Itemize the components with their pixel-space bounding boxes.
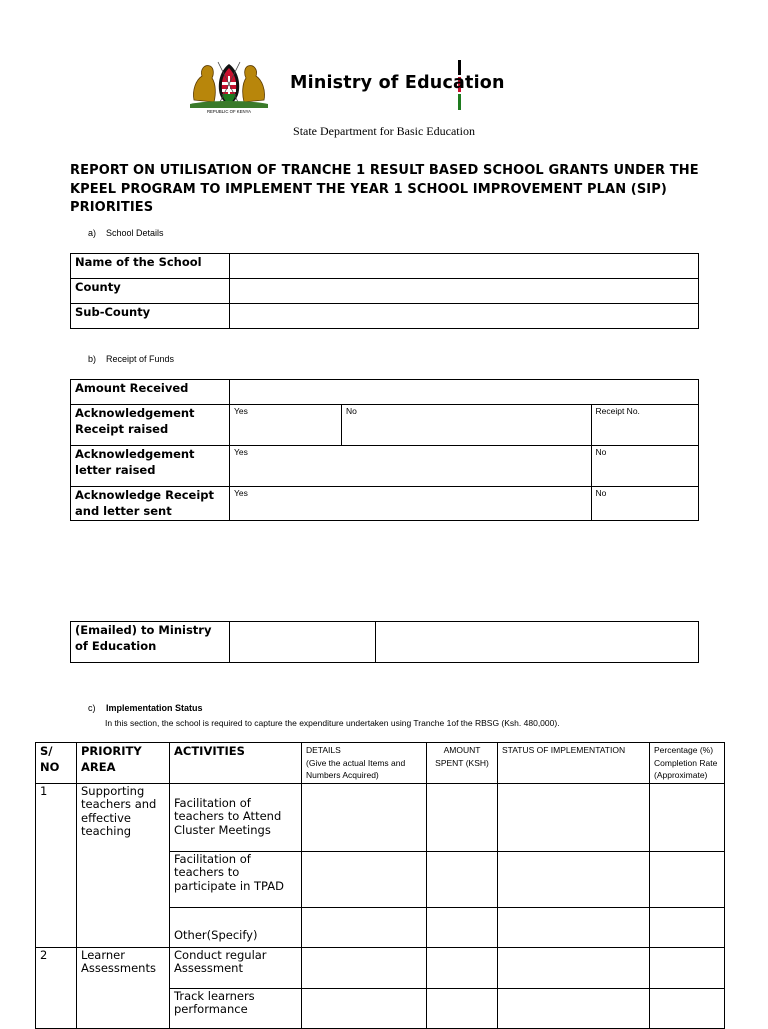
section-c-note: In this section, the school is required to capture the expenditure undertaken using Tranche 1of the RBSG (Ksh. 480,000). — [105, 718, 560, 728]
row-1-details[interactable] — [302, 783, 427, 851]
row-2-details[interactable] — [302, 947, 427, 988]
amount-received-label: Amount Received — [71, 380, 230, 405]
section-a-label: a) School Details — [88, 228, 164, 238]
header-amount: AMOUNT SPENT (KSH) — [427, 743, 498, 784]
emailed-table — [70, 621, 699, 663]
county-label: County — [71, 279, 230, 304]
emailed-no-field[interactable] — [376, 622, 699, 663]
section-b-label: b) Receipt of Funds — [88, 354, 175, 364]
row-2-percentage[interactable] — [650, 947, 725, 988]
report-title: REPORT ON UTILISATION OF TRANCHE 1 RESULT BASED SCHOOL GRANTS UNDER THE KPEEL PROGRAM TO IMPLEMENT THE YEAR 1 SCHOOL IMPROVEMENT PLAN (SIP) PRIORITIES — [70, 163, 699, 215]
row-1b-amount[interactable] — [427, 851, 498, 907]
row-1-amount[interactable] — [427, 783, 498, 851]
state-department: State Department for Basic Education — [293, 124, 475, 138]
row-2-activity-2: Track learners performance — [170, 988, 302, 1028]
ack-receipt-no[interactable]: No — [342, 405, 592, 446]
table-row — [36, 783, 725, 851]
header-percentage: Percentage (%) Completion Rate (Approximate) — [650, 743, 725, 784]
row-2b-amount[interactable] — [427, 988, 498, 1028]
amount-received-field[interactable] — [230, 380, 699, 405]
row-1c-amount[interactable] — [427, 907, 498, 947]
row-1-priority: Supporting teachers and effective teaching — [77, 783, 170, 947]
row-2-sno: 2 — [36, 947, 77, 1028]
row-1b-details[interactable] — [302, 851, 427, 907]
ministry-name: Ministry of Education — [290, 73, 505, 93]
row-2-amount[interactable] — [427, 947, 498, 988]
header-sno: S/ NO — [36, 743, 77, 784]
header-status: STATUS OF IMPLEMENTATION — [498, 743, 650, 784]
header-details: DETAILS (Give the actual Items and Numbers Acquired) — [302, 743, 427, 784]
ack-sent-no[interactable]: No — [591, 487, 699, 521]
row-2-status[interactable] — [498, 947, 650, 988]
row-1-status[interactable] — [498, 783, 650, 851]
ack-receipt-yes[interactable]: Yes — [230, 405, 342, 446]
row-2b-percentage[interactable] — [650, 988, 725, 1028]
ack-letter-label: Acknowledgement letter raised — [71, 446, 230, 487]
svg-text:REPUBLIC OF KENYA: REPUBLIC OF KENYA — [206, 109, 252, 114]
sub-county-label: Sub-County — [71, 304, 230, 329]
letterhead — [188, 56, 588, 116]
implementation-status-table — [35, 742, 725, 1029]
receipt-no-field[interactable]: Receipt No. — [591, 405, 699, 446]
receipt-of-funds-table — [70, 379, 699, 521]
school-details-table — [70, 253, 699, 329]
ack-letter-yes[interactable]: Yes — [230, 446, 592, 487]
header-activities: ACTIVITIES — [170, 743, 302, 784]
row-1b-status[interactable] — [498, 851, 650, 907]
row-1-activity-3: Other(Specify) — [170, 907, 302, 947]
ack-receipt-label: Acknowledgement Receipt raised — [71, 405, 230, 446]
row-2b-status[interactable] — [498, 988, 650, 1028]
school-name-field[interactable] — [230, 254, 699, 279]
row-2b-details[interactable] — [302, 988, 427, 1028]
row-1-activity-1: Facilitation of teachers to Attend Cluster Meetings — [170, 783, 302, 851]
row-1c-details[interactable] — [302, 907, 427, 947]
section-c-label: c) Implementation Status — [88, 703, 203, 713]
emailed-yes-field[interactable] — [230, 622, 376, 663]
row-2-activity-1: Conduct regular Assessment — [170, 947, 302, 988]
county-field[interactable] — [230, 279, 699, 304]
row-1c-percentage[interactable] — [650, 907, 725, 947]
row-1c-status[interactable] — [498, 907, 650, 947]
school-name-label: Name of the School — [71, 254, 230, 279]
emailed-label: (Emailed) to Ministry of Education — [71, 622, 230, 663]
kenya-coat-of-arms-icon — [188, 56, 270, 114]
table-row — [36, 947, 725, 988]
ack-sent-label: Acknowledge Receipt and letter sent — [71, 487, 230, 521]
row-1-activity-2: Facilitation of teachers to participate in TPAD — [170, 851, 302, 907]
header-priority: PRIORITY AREA — [77, 743, 170, 784]
ack-sent-yes[interactable]: Yes — [230, 487, 592, 521]
row-2-priority: Learner Assessments — [77, 947, 170, 1028]
sub-county-field[interactable] — [230, 304, 699, 329]
row-1-percentage[interactable] — [650, 783, 725, 851]
row-1-sno: 1 — [36, 783, 77, 947]
ack-letter-no[interactable]: No — [591, 446, 699, 487]
row-1b-percentage[interactable] — [650, 851, 725, 907]
